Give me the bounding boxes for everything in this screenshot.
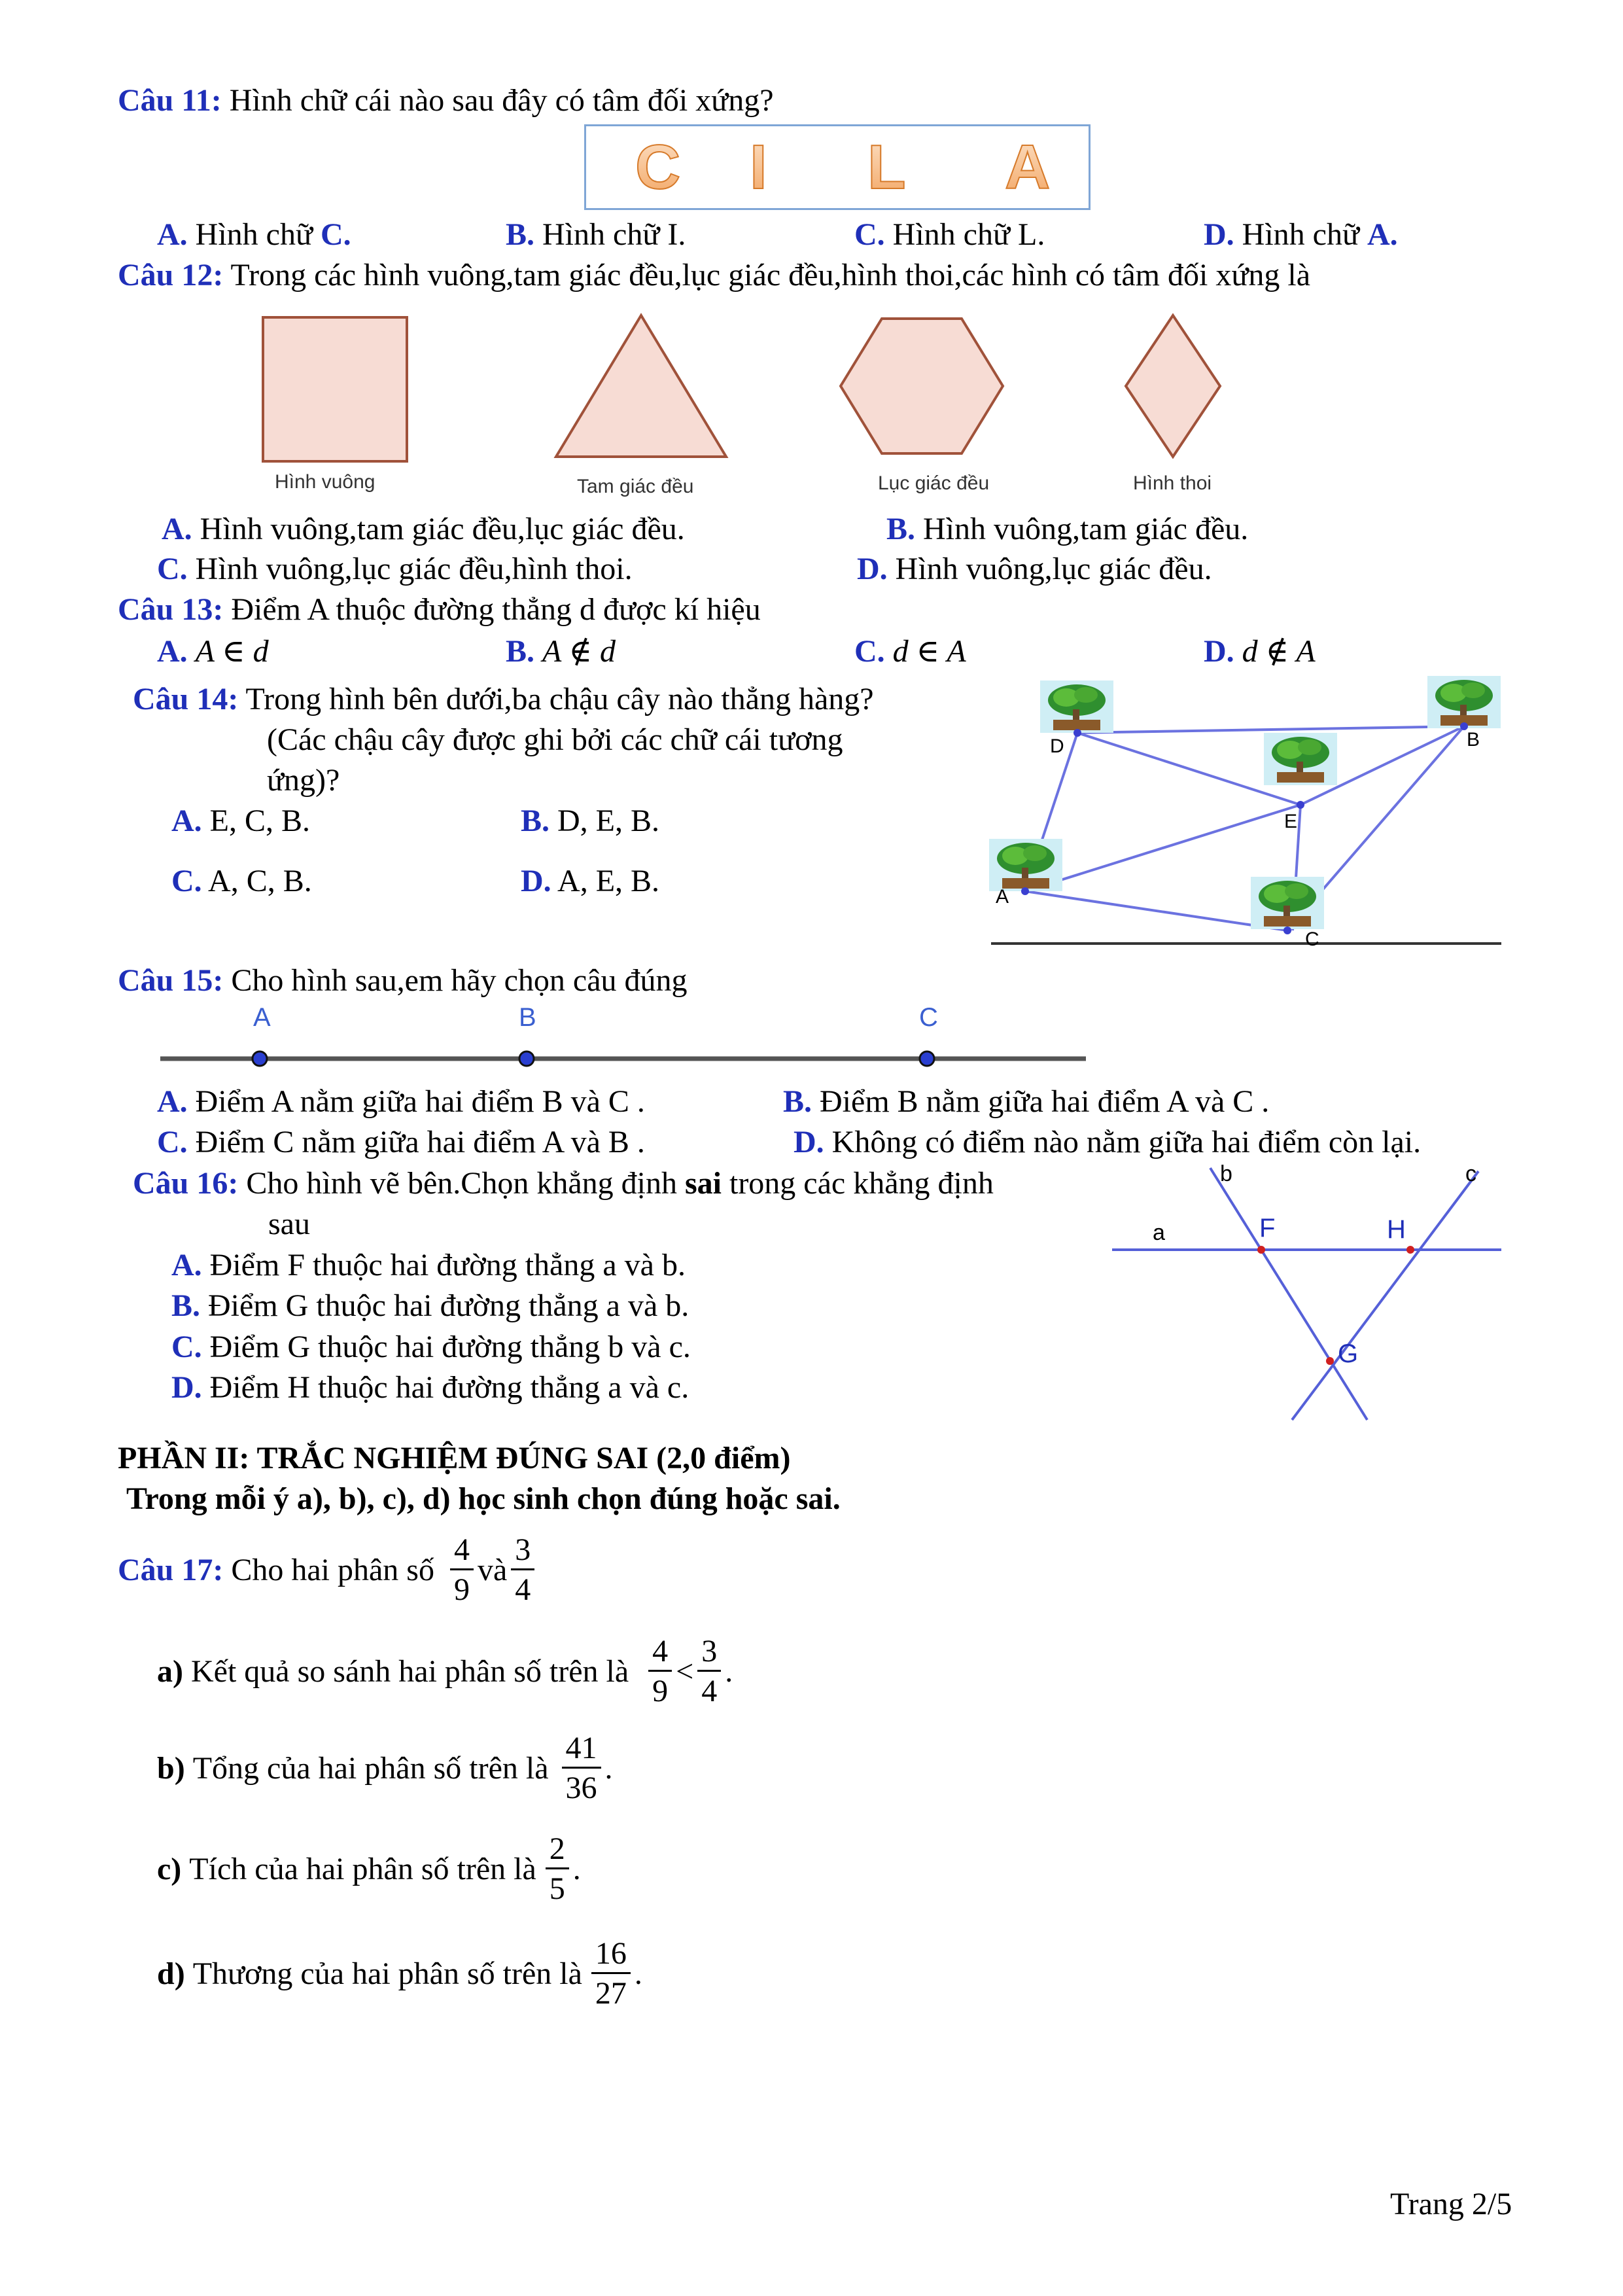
q14-text3: ứng)?: [267, 763, 340, 798]
tree-pot-a: [989, 839, 1062, 891]
option-text: Hình vuông,tam giác đều.: [923, 512, 1249, 546]
shapes-figure: [249, 308, 1269, 504]
point-f-dot: [1257, 1246, 1265, 1254]
point-c-dot: [920, 1051, 934, 1066]
line-c-label: c: [1465, 1161, 1476, 1186]
item-c-fraction: [546, 1833, 569, 1905]
option-key: C.: [854, 634, 885, 669]
q16-option-c[interactable]: [171, 1328, 691, 1366]
q11-text: Hình chữ cái nào sau đây có tâm đối xứng?: [229, 83, 774, 118]
item-text: Tổng của hai phân số trên là: [192, 1750, 549, 1786]
numerator: 4: [652, 1634, 669, 1669]
option-text: Hình chữ I.: [542, 217, 686, 252]
option-text: Điểm A nằm giữa hai điểm B và C .: [195, 1084, 645, 1119]
period: .: [634, 1956, 642, 1991]
denominator: 5: [546, 1867, 569, 1905]
caption-rhombus: Hình thoi: [1133, 472, 1212, 494]
option-key: B.: [506, 634, 535, 669]
option-key: B.: [171, 1288, 201, 1323]
point-a-dot: [253, 1051, 267, 1066]
letter-i: I: [750, 132, 767, 202]
letters-image: [586, 126, 1089, 208]
point-label-a: A: [996, 886, 1009, 908]
q11-option-c[interactable]: [854, 216, 1045, 254]
point-f-label: F: [1259, 1214, 1276, 1243]
option-key: D.: [794, 1125, 824, 1159]
q11-label: Câu 11:: [118, 83, 222, 118]
q13-text: Điểm A thuộc đường thẳng d được kí hiệu: [231, 592, 761, 627]
point-g-dot: [1326, 1357, 1334, 1365]
q14-text1: Trong hình bên dưới,ba chậu cây nào thẳng hàng?: [245, 682, 874, 716]
option-text: D, E, B.: [557, 804, 660, 838]
option-key: A.: [162, 512, 192, 546]
option-key: A.: [171, 1248, 202, 1282]
numerator: 3: [515, 1532, 531, 1567]
option-text: A ∈ d: [195, 634, 269, 669]
q11-question: [118, 82, 774, 120]
option-text: Điểm G thuộc hai đường thẳng a và b.: [208, 1288, 689, 1323]
line-c: [1292, 1171, 1478, 1420]
q12-text: Trong các hình vuông,tam giác đều,lục giác đều,hình thoi,các hình có tâm đối xứng là: [230, 258, 1310, 292]
option-key: B.: [506, 217, 535, 252]
numerator: 16: [595, 1936, 627, 1971]
option-text: Hình vuông,lục giác đều,hình thoi.: [195, 552, 633, 586]
item-text: Kết quả so sánh hai phân số trên là: [190, 1653, 629, 1689]
line-b-label: b: [1220, 1161, 1232, 1186]
numerator: 3: [701, 1634, 718, 1669]
q17-item-b[interactable]: [157, 1733, 613, 1804]
q14-question-line1: [133, 680, 874, 718]
denominator: 36: [562, 1767, 601, 1804]
q11-option-a[interactable]: [157, 216, 351, 254]
option-text: Hình chữ: [195, 217, 321, 252]
q12-option-c[interactable]: [157, 550, 633, 588]
rhombus-shape: [1126, 315, 1220, 457]
caption-hexagon: Lục giác đều: [878, 472, 990, 494]
q16-text-bold: sai: [684, 1166, 722, 1201]
q16-text-post: trong các khẳng định: [721, 1166, 994, 1201]
denominator: 27: [591, 1972, 631, 2009]
option-key: C.: [157, 1125, 188, 1159]
tree-pot-e: [1264, 733, 1337, 785]
option-key: C.: [854, 217, 885, 252]
q12-option-a[interactable]: [162, 510, 685, 548]
letter-a: A: [1005, 132, 1051, 202]
option-text: Hình vuông,tam giác đều,lục giác đều.: [200, 512, 685, 546]
option-text: Điểm C nằm giữa hai điểm A và B .: [195, 1125, 645, 1159]
q12-label: Câu 12:: [118, 258, 224, 292]
option-key: A.: [171, 804, 202, 838]
option-text: E, C, B.: [209, 804, 311, 838]
point-c-label: C: [919, 1003, 938, 1032]
item-text: Tích của hai phân số trên là: [189, 1851, 536, 1886]
q16-question: [133, 1165, 994, 1203]
option-text: d ∉ A: [1242, 634, 1316, 669]
q15-question: [118, 962, 688, 1000]
q13-option-a[interactable]: [157, 633, 269, 671]
denominator: 4: [511, 1568, 534, 1606]
option-key: C.: [171, 1330, 202, 1364]
option-key: D.: [1204, 634, 1234, 669]
letters-box: [584, 124, 1091, 210]
option-key: A.: [157, 634, 188, 669]
numerator: 41: [565, 1731, 597, 1765]
item-text: Thương của hai phân số trên là: [192, 1956, 582, 1991]
option-text: Hình chữ: [1242, 217, 1367, 252]
line-a-label: a: [1153, 1220, 1165, 1245]
q17-fraction-2: [511, 1534, 534, 1606]
q17-label: Câu 17:: [118, 1552, 224, 1587]
triangle-shape: [556, 315, 726, 457]
hexagon-shape: [841, 319, 1003, 453]
q12-option-d[interactable]: [857, 550, 1212, 588]
tree-pot-d: [1040, 680, 1113, 733]
item-d-fraction: [591, 1938, 631, 2009]
point-label-e: E: [1284, 811, 1298, 832]
period: .: [725, 1653, 733, 1689]
letter-l: L: [867, 132, 906, 202]
page-number: Trang 2/5: [1390, 2187, 1512, 2221]
option-text: A, C, B.: [208, 864, 312, 898]
option-text: Điểm F thuộc hai đường thẳng a và b.: [209, 1248, 686, 1282]
option-tail: A.: [1367, 217, 1398, 252]
q13-option-c[interactable]: [854, 633, 966, 671]
q13-label: Câu 13:: [118, 592, 224, 627]
option-key: A.: [157, 217, 188, 252]
denominator: 4: [697, 1670, 721, 1707]
q15-option-d[interactable]: [794, 1123, 1421, 1161]
option-key: B.: [886, 512, 916, 546]
option-key: B.: [783, 1084, 812, 1119]
q14-option-c[interactable]: [171, 862, 312, 900]
option-text: Hình vuông,lục giác đều.: [895, 552, 1212, 586]
option-key: D.: [857, 552, 888, 586]
part2-title: PHẦN II: TRẮC NGHIỆM ĐÚNG SAI (2,0 điểm): [118, 1441, 791, 1475]
point-g-label: G: [1338, 1339, 1359, 1368]
q16-text2: sau: [268, 1207, 310, 1241]
option-key: B.: [521, 804, 550, 838]
item-key: c): [157, 1851, 182, 1886]
q17-text: Cho hai phân số: [231, 1552, 434, 1587]
q16-label: Câu 16:: [133, 1166, 239, 1201]
q16-option-a[interactable]: [171, 1246, 686, 1284]
numerator: 4: [453, 1532, 470, 1567]
item-key: d): [157, 1956, 185, 1991]
q14-option-a[interactable]: [171, 802, 310, 840]
option-text: Điểm B nằm giữa hai điểm A và C .: [820, 1084, 1270, 1119]
denominator: 9: [648, 1670, 672, 1707]
item-a-fraction-1: [648, 1636, 672, 1707]
point-label-c: C: [1305, 928, 1319, 950]
q13-option-b[interactable]: [506, 633, 616, 671]
caption-square: Hình vuông: [275, 471, 375, 493]
item-key: a): [157, 1653, 183, 1689]
option-key: C.: [157, 552, 188, 586]
numerator: 2: [549, 1831, 565, 1866]
q14-label: Câu 14:: [133, 682, 239, 716]
option-tail: C.: [321, 217, 351, 252]
q11-option-b[interactable]: [506, 216, 686, 254]
item-b-fraction: [562, 1733, 601, 1804]
q15-option-a[interactable]: [157, 1083, 645, 1121]
option-text: Hình chữ L.: [892, 217, 1045, 252]
q14-text2: (Các chậu cây được ghi bởi các chữ cái tương: [267, 722, 843, 757]
option-key: A.: [157, 1084, 188, 1119]
q16-text-pre: Cho hình vẽ bên.Chọn khẳng định: [246, 1166, 685, 1201]
item-a-fraction-2: [697, 1636, 721, 1707]
option-key: C.: [171, 864, 202, 898]
segment-figure: [157, 1000, 1099, 1072]
option-text: Điểm G thuộc hai đường thẳng b và c.: [209, 1330, 691, 1364]
option-text: A ∉ d: [542, 634, 616, 669]
caption-triangle: Tam giác đều: [577, 476, 694, 497]
q17-question: [118, 1534, 538, 1606]
q17-item-c[interactable]: [157, 1833, 581, 1905]
q17-item-a[interactable]: [157, 1636, 733, 1707]
part2-instruction: Trong mỗi ý a), b), c), d) học sinh chọn đúng hoặc sai.: [126, 1481, 841, 1516]
point-b-label: B: [519, 1003, 536, 1032]
period: .: [604, 1750, 613, 1786]
tree-pot-c: [1251, 877, 1324, 929]
q12-option-b[interactable]: [886, 510, 1248, 548]
q15-label: Câu 15:: [118, 963, 224, 998]
option-text: Điểm H thuộc hai đường thẳng a và c.: [209, 1370, 689, 1405]
option-text: A, E, B.: [557, 864, 660, 898]
q13-option-d[interactable]: [1204, 633, 1316, 671]
point-b-dot: [519, 1051, 534, 1066]
less-than-sign: <: [676, 1653, 694, 1689]
q14-option-d[interactable]: [521, 862, 659, 900]
point-a-label: A: [253, 1003, 271, 1032]
pot-lines: [1025, 726, 1464, 930]
period: .: [572, 1851, 581, 1886]
q13-question: [118, 591, 761, 629]
q14-option-b[interactable]: [521, 802, 659, 840]
option-text: Không có điểm nào nằm giữa hai điểm còn lại.: [831, 1125, 1422, 1159]
letter-c: C: [635, 132, 681, 202]
q17-item-d[interactable]: [157, 1938, 642, 2009]
q12-question: [118, 256, 1310, 294]
option-key: D.: [171, 1370, 202, 1405]
q17-fraction-1: [450, 1534, 474, 1606]
denominator: 9: [450, 1568, 474, 1606]
line-b: [1210, 1168, 1367, 1420]
point-h-dot: [1406, 1246, 1414, 1254]
q16-option-d[interactable]: [171, 1369, 689, 1407]
tree-pot-b: [1427, 676, 1501, 728]
option-key: D.: [1204, 217, 1234, 252]
option-key: D.: [521, 864, 551, 898]
q16-option-b[interactable]: [171, 1287, 689, 1325]
point-h-label: H: [1387, 1215, 1406, 1244]
q15-option-b[interactable]: [783, 1083, 1269, 1121]
lines-figure: [1112, 1158, 1505, 1426]
lines-group: [1112, 1168, 1501, 1420]
tree-pots-figure: [988, 674, 1511, 955]
point-label-d: D: [1050, 735, 1064, 757]
q15-text: Cho hình sau,em hãy chọn câu đúng: [231, 963, 688, 998]
q17-and: và: [477, 1552, 508, 1587]
q11-option-d[interactable]: [1204, 216, 1398, 254]
point-label-b: B: [1467, 729, 1480, 751]
option-text: d ∈ A: [892, 634, 966, 669]
q15-option-c[interactable]: [157, 1123, 645, 1161]
square-shape: [263, 317, 407, 461]
item-key: b): [157, 1750, 185, 1786]
